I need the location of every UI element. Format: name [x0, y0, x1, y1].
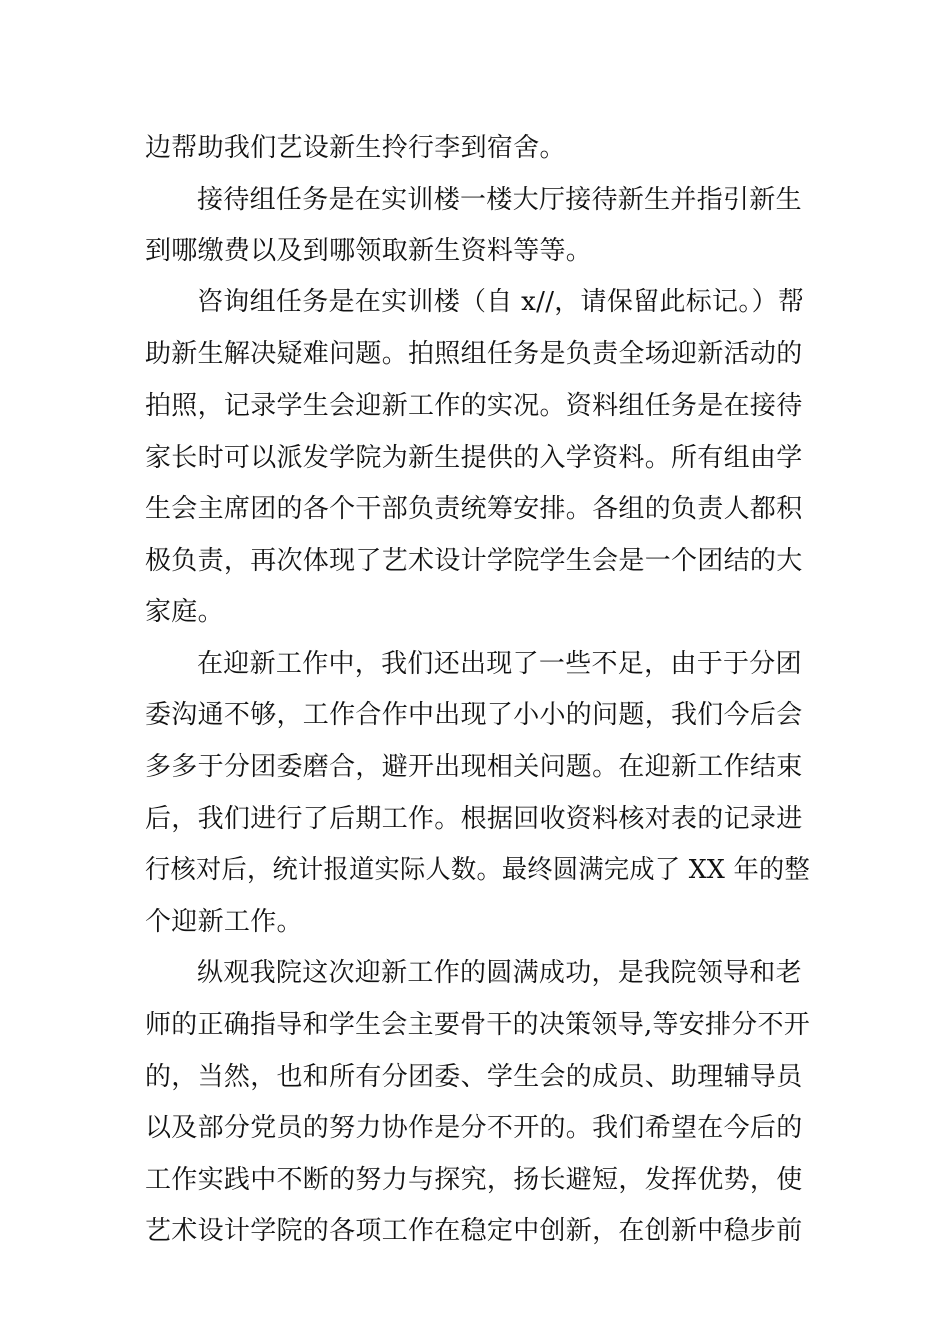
text-line: 到哪缴费以及到哪领取新生资料等等。	[145, 236, 593, 266]
text-line: 艺术设计学院的各项工作在稳定中创新，在创新中稳步前	[145, 1216, 803, 1246]
text-line: 生会主席团的各个干部负责统筹安排。各组的负责人都积	[145, 494, 803, 524]
paragraph-start-line: 在迎新工作中，我们还出现了一些不足，由于于分团	[197, 649, 802, 679]
text-line: 家长时可以派发学院为新生提供的入学资料。所有组由学	[145, 443, 803, 473]
text-line: 个迎新工作。	[145, 907, 303, 937]
text-line: 工作实践中不断的努力与探究，扬长避短，发挥优势，使	[145, 1165, 803, 1195]
text-line: 极负责，再次体现了艺术设计学院学生会是一个团结的大	[145, 546, 803, 576]
text-line: 后，我们进行了后期工作。根据回收资料核对表的记录进	[145, 804, 803, 834]
paragraph-start-line: 纵观我院这次迎新工作的圆满成功，是我院领导和老	[197, 958, 802, 988]
text-line: 以及部分党员的努力协作是分不开的。我们希望在今后的	[145, 1113, 803, 1143]
text-line: 家庭。	[145, 597, 224, 627]
paragraph-start-line: 接待组任务是在实训楼一楼大厅接待新生并指引新生	[197, 185, 802, 215]
text-line: 的，当然，也和所有分团委、学生会的成员、助理辅导员	[145, 1062, 803, 1092]
text-line: 拍照，记录学生会迎新工作的实况。资料组任务是在接待	[145, 391, 803, 421]
text-line: 边帮助我们艺设新生拎行李到宿舍。	[145, 133, 566, 163]
text-line: 师的正确指导和学生会主要骨干的决策领导,等安排分不开	[145, 1010, 811, 1040]
text-line: 行核对后，统计报道实际人数。最终圆满完成了 XX 年的整	[145, 855, 810, 885]
text-line: 委沟通不够，工作合作中出现了小小的问题，我们今后会	[145, 700, 803, 730]
text-line: 多多于分团委磨合，避开出现相关问题。在迎新工作结束	[145, 752, 803, 782]
text-line: 助新生解决疑难问题。拍照组任务是负责全场迎新活动的	[145, 339, 803, 369]
paragraph-start-line: 咨询组任务是在实训楼（自 x//，请保留此标记。）帮	[197, 287, 805, 317]
